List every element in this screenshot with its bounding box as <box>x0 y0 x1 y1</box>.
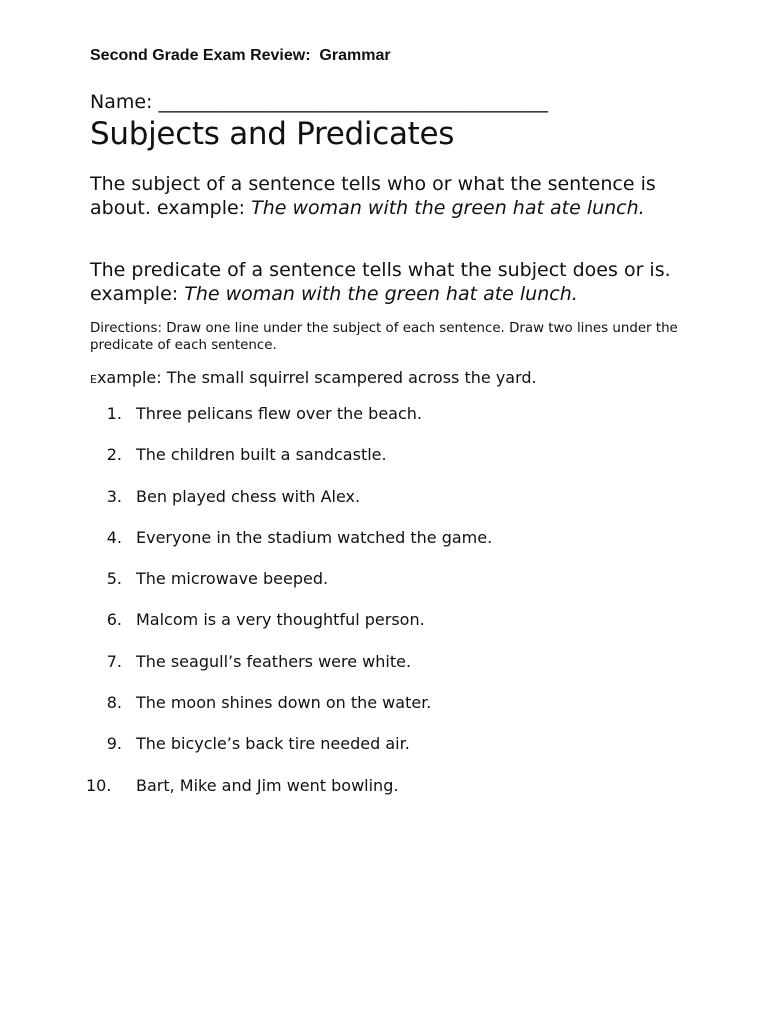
item-text: Malcom is a very thoughtful person. <box>136 610 425 630</box>
name-line: Name: _________________________________________ <box>90 91 548 113</box>
item-number: 10. <box>86 775 112 795</box>
item-number: 7. <box>106 651 122 671</box>
subject-definition-text: The subject of a sentence tells who or what the sentence is about. example: <box>90 173 656 219</box>
item-text: Everyone in the stadium watched the game. <box>136 527 493 547</box>
example-sentence <box>90 368 537 387</box>
predicate-definition-example: The woman with the green hat ate lunch. <box>184 283 578 305</box>
predicate-definition <box>90 258 690 306</box>
item-number: 6. <box>106 610 122 630</box>
document-header: Second Grade Exam Review: Grammar <box>90 47 391 64</box>
item-text: Ben played chess with Alex. <box>136 486 361 506</box>
subject-definition-example: The woman with the green hat ate lunch. <box>251 197 645 219</box>
item-number: 9. <box>106 734 122 754</box>
directions: Directions: Draw one line under the subject of each sentence. Draw two lines under the predicate of each sentence. <box>90 321 678 353</box>
item-number: 1. <box>106 404 122 423</box>
subject-definition <box>90 172 690 220</box>
item-number: 3. <box>106 486 122 506</box>
item-number: 4. <box>106 527 122 547</box>
item-number: 8. <box>106 693 122 713</box>
example-rest: xample: The small squirrel scampered across the yard. <box>96 368 537 387</box>
item-text: Three pelicans flew over the beach. <box>136 404 422 423</box>
item-number: 2. <box>106 445 122 465</box>
item-text: The seagull’s feathers were white. <box>136 651 412 671</box>
item-text: The bicycle’s back tire needed air. <box>136 734 410 754</box>
page-title: Subjects and Predicates <box>90 116 455 152</box>
item-text: The children built a sandcastle. <box>136 445 387 465</box>
item-text: Bart, Mike and Jim went bowling. <box>136 775 399 795</box>
item-number: 5. <box>106 569 122 589</box>
item-text: The moon shines down on the water. <box>136 693 432 713</box>
example-first-letter: E <box>90 373 97 386</box>
predicate-definition-text: The predicate of a sentence tells what the subject does or is. example: <box>90 259 671 305</box>
item-text: The microwave beeped. <box>136 569 329 589</box>
